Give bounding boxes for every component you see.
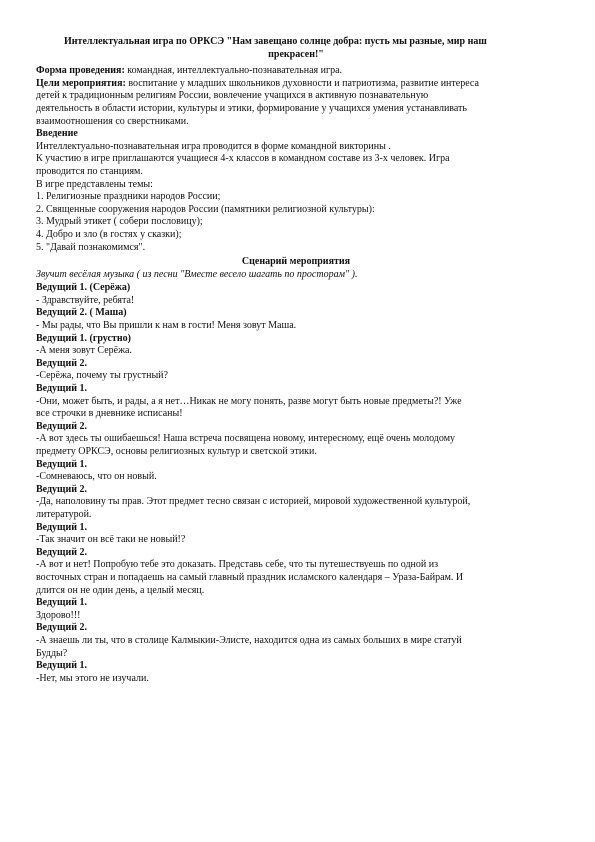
topic-item-5: 5. "Давай познакомимся".: [36, 241, 146, 253]
speech-line: -Они, может быть, и рады, а я нет…Никак не могу понять, разве могут быть новые предметы?! Уже: [36, 395, 462, 407]
speech-line: восточных стран и попадаешь на самый главный праздник исламского календаря – Ураза-Байрам. И: [36, 571, 464, 583]
intro-heading: Введение: [36, 128, 78, 140]
speaker-label: Ведущий 2.: [36, 420, 88, 432]
speaker-label: Ведущий 1.: [36, 458, 88, 470]
intro-line: проводится по станциям.: [36, 165, 143, 177]
speech-line: - Мы рады, что Вы пришли к нам в гости! Меня зовут Маша.: [36, 320, 297, 332]
speech-line: -А вот здесь ты ошибаешься! Наша встреча посвящена новому, интересному, ещё очень молодому: [36, 433, 456, 445]
speech-line: -Так значит он всё таки не новый!?: [36, 534, 186, 546]
speech-line: -Сомневаюсь, что он новый.: [36, 471, 157, 483]
speech-line: предмету ОРКСЭ, основы религиозных культур и светской этики.: [36, 446, 317, 457]
speech-line: -Серёжа, почему ты грустный?: [36, 370, 168, 382]
topic-item-1: 1. Религиозные праздники народов России;: [36, 191, 221, 203]
form-value: командная, интеллектуально-познавательная игра.: [124, 65, 343, 77]
intro-line: Интеллектуально-познавательная игра проводится в форме командной викторины .: [36, 140, 391, 152]
goals-label: Цели мероприятия:: [36, 77, 126, 89]
topic-item-3: 3. Мудрый этикет ( собери пословицу);: [36, 216, 203, 228]
speech-line: Здорово!!!: [36, 609, 81, 621]
speech-line: -Нет, мы этого не изучали.: [36, 672, 149, 684]
scenario-heading: Сценарий мероприятия: [241, 256, 351, 268]
goals-line-2: детей к традиционным религиям России, вовлечение учащихся в активную познавательную: [36, 90, 429, 102]
speech-line: Будды?: [36, 647, 68, 659]
speech-line: литературой.: [36, 508, 92, 520]
document-title-line-1: Интеллектуальная игра по ОРКСЭ "Нам завещано солнце добра: пусть мы разные, мир наш: [64, 36, 487, 47]
topic-item-2: 2. Священные сооружения народов России (памятники религиозной культуры):: [36, 203, 375, 215]
speaker-label: Ведущий 1.: [36, 383, 88, 395]
speech-line: -А меня зовут Серёжа.: [36, 345, 132, 357]
speaker-label: Ведущий 2. ( Маша): [36, 307, 127, 319]
speech-line: длится он не один день, а целый месяц.: [36, 584, 205, 596]
intro-line: К участию в игре приглашаются учащиеся 4-х классов в командном составе из 3-х человек. Игра: [36, 153, 450, 165]
speech-line: -А знаешь ли ты, что в столице Калмыкии-Элисте, находится одна из самых больших в мире статуй: [36, 634, 462, 646]
goals-line-3: деятельность в области истории, культуры и этики, формирование у учащихся умения устанавливать: [36, 102, 467, 114]
speaker-label: Ведущий 1.: [36, 660, 88, 672]
dialogue: [36, 282, 556, 685]
speaker-label: Ведущий 1. (Серёжа): [36, 282, 131, 294]
speaker-label: Ведущий 2.: [36, 622, 88, 634]
speech-line: - Здравствуйте, ребята!: [36, 294, 135, 306]
goals-line-1: Цели мероприятия: воспитание у младших школьников духовности и патриотизма, развитие интереса: [36, 77, 479, 89]
speech-line: все строчки в дневнике исписаны!: [36, 408, 183, 420]
speech-line: -Да, наполовину ты прав. Этот предмет тесно связан с историей, мировой художественной культурой,: [36, 496, 471, 508]
speech-line: -А вот и нет! Попробую тебе это доказать. Представь себе, что ты путешествуешь по одной из: [36, 559, 439, 571]
goals-line-4: взаимоотношения со сверстниками.: [36, 115, 189, 127]
document-page: [36, 36, 556, 685]
document-title-line-2: прекрасен!": [268, 48, 324, 60]
topic-item-4: 4. Добро и зло (в гостях у сказки);: [36, 228, 182, 240]
speaker-label: Ведущий 1.: [36, 597, 88, 609]
speaker-label: Ведущий 2.: [36, 483, 88, 495]
form-label: Форма проведения:: [36, 65, 125, 77]
speaker-label: Ведущий 2.: [36, 357, 88, 369]
speaker-label: Ведущий 1.: [36, 521, 88, 533]
speaker-label: Ведущий 1. (грустно): [36, 332, 131, 344]
music-note: Звучит весёлая музыка ( из песни "Вместе весело шагать по просторам" ).: [36, 268, 358, 280]
form-paragraph: [36, 65, 556, 78]
intro-line: В игре представлены темы:: [36, 178, 153, 190]
speaker-label: Ведущий 2.: [36, 546, 88, 558]
